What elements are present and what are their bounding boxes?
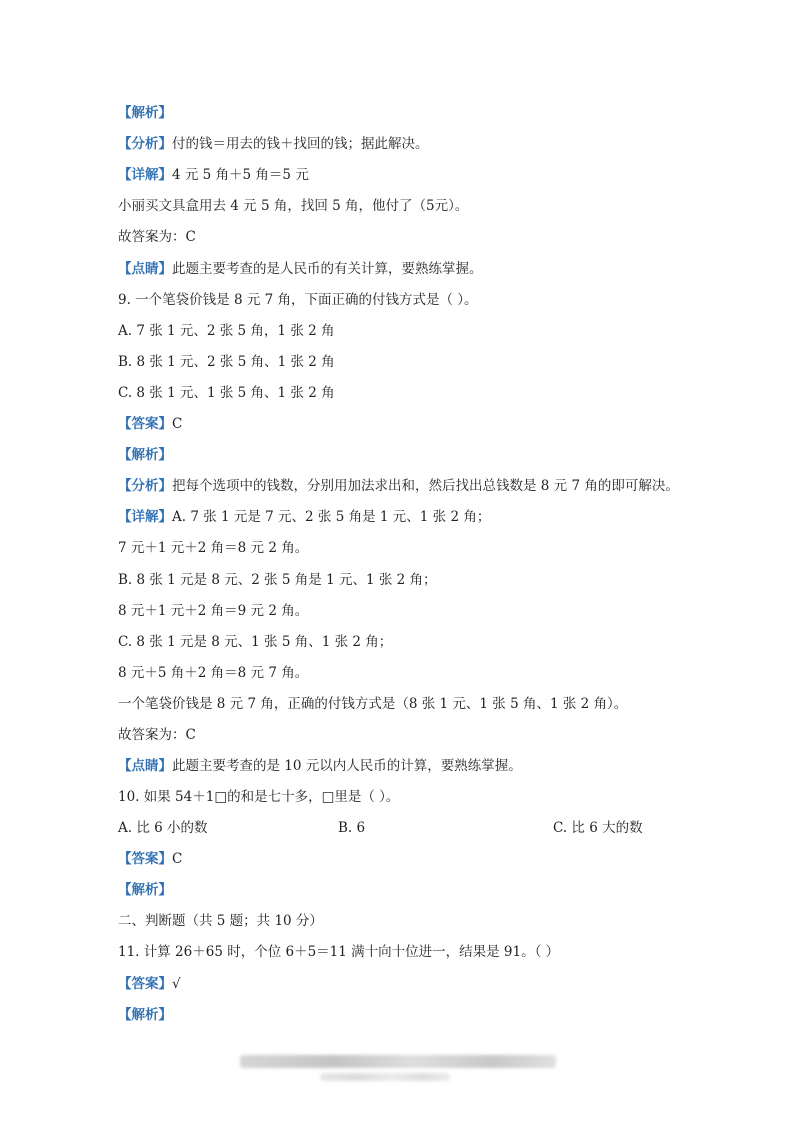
- section-tag: 【分析】: [118, 136, 172, 152]
- text-line: [118, 726, 196, 744]
- line-text: C: [172, 416, 183, 432]
- section-tag: 【解析】: [118, 882, 172, 898]
- text-line: [118, 695, 627, 713]
- line-text: 此题主要考查的是人民币的有关计算，要熟练掌握。: [172, 261, 483, 277]
- text-line: [118, 446, 172, 464]
- line-text: 11. 计算 26＋65 时，个位 6＋5＝11 满十向十位进一，结果是 91。（ ）: [118, 944, 560, 960]
- text-line: [118, 166, 309, 184]
- text-line: [118, 602, 308, 620]
- text-line: [118, 322, 335, 340]
- section-tag: 【答案】: [118, 976, 172, 992]
- section-tag: 【答案】: [118, 416, 172, 432]
- line-text: A. 7 张 1 元、2 张 5 角，1 张 2 角: [118, 323, 335, 339]
- option-b: B. 6: [338, 820, 366, 836]
- line-text: 10. 如果 54＋1□的和是七十多，□里是（ ）。: [118, 789, 400, 805]
- line-text: 故答案为：C: [118, 229, 196, 245]
- text-line: [118, 943, 559, 961]
- line-text: C: [172, 851, 183, 867]
- blurred-footer: [240, 1055, 556, 1085]
- section-tag: 【分析】: [118, 478, 172, 494]
- line-text: A. 7 张 1 元是 7 元、2 张 5 角是 1 元、1 张 2 角；: [172, 509, 491, 525]
- text-line: [118, 757, 522, 775]
- text-line: [118, 228, 196, 246]
- section-tag: 【点睛】: [118, 261, 172, 277]
- line-text: 7 元＋1 元＋2 角＝8 元 2 角。: [118, 540, 309, 556]
- section-tag: 【答案】: [118, 851, 172, 867]
- line-text: 8 元＋5 角＋2 角＝8 元 7 角。: [118, 665, 309, 681]
- text-line: [118, 135, 429, 153]
- text-line: [118, 508, 490, 526]
- text-line: [118, 1006, 172, 1024]
- section-tag: 【解析】: [118, 447, 172, 463]
- text-line: [118, 850, 182, 868]
- text-line: [118, 384, 335, 402]
- text-line: [118, 477, 679, 495]
- text-line: [118, 912, 323, 930]
- line-text: 故答案为：C: [118, 727, 196, 743]
- text-line: [118, 664, 308, 682]
- section-tag: 【解析】: [118, 1007, 172, 1023]
- text-line: [118, 881, 172, 899]
- line-text: C. 8 张 1 元、1 张 5 角、1 张 2 角: [118, 385, 335, 401]
- section-tag: 【解析】: [118, 105, 172, 121]
- section-tag: 【详解】: [118, 509, 172, 525]
- line-text: C. 8 张 1 元是 8 元、1 张 5 角、1 张 2 角；: [118, 634, 393, 650]
- line-text: √: [172, 976, 181, 992]
- text-line: [118, 788, 399, 806]
- text-line: [118, 975, 181, 993]
- text-line: [118, 291, 478, 309]
- section-tag: 【点睛】: [118, 758, 172, 774]
- text-line: [118, 571, 437, 589]
- text-line: [118, 197, 468, 215]
- line-text: 4 元 5 角＋5 角＝5 元: [172, 167, 309, 183]
- text-line: [118, 539, 308, 557]
- line-text: 9. 一个笔袋价钱是 8 元 7 角，下面正确的付钱方式是（ ）。: [118, 292, 478, 308]
- option-a: A. 比 6 小的数: [118, 820, 208, 836]
- section-tag: 【详解】: [118, 167, 172, 183]
- text-line: [118, 353, 335, 371]
- line-text: 一个笔袋价钱是 8 元 7 角，正确的付钱方式是（8 张 1 元、1 张 5 角、1 张 2 角）。: [118, 696, 628, 712]
- line-text: 把每个选项中的钱数，分别用加法求出和，然后找出总钱数是 8 元 7 角的即可解决。: [172, 478, 679, 494]
- line-text: 小丽买文具盒用去 4 元 5 角，找回 5 角，他付了（5元）。: [118, 198, 469, 214]
- text-line: [118, 633, 392, 651]
- text-line: [118, 104, 172, 122]
- line-text: B. 8 张 1 元、2 张 5 角、1 张 2 角: [118, 354, 335, 370]
- line-text: 此题主要考查的是 10 元以内人民币的计算，要熟练掌握。: [172, 758, 522, 774]
- text-line: [118, 415, 182, 433]
- line-text: B. 8 张 1 元是 8 元、2 张 5 角是 1 元、1 张 2 角；: [118, 572, 437, 588]
- line-text: 二、判断题（共 5 题；共 10 分）: [118, 913, 323, 929]
- option-c: C. 比 6 大的数: [553, 820, 643, 836]
- line-text: 付的钱＝用去的钱＋找回的钱；据此解决。: [172, 136, 429, 152]
- text-line: [118, 260, 483, 278]
- line-text: 8 元＋1 元＋2 角＝9 元 2 角。: [118, 603, 309, 619]
